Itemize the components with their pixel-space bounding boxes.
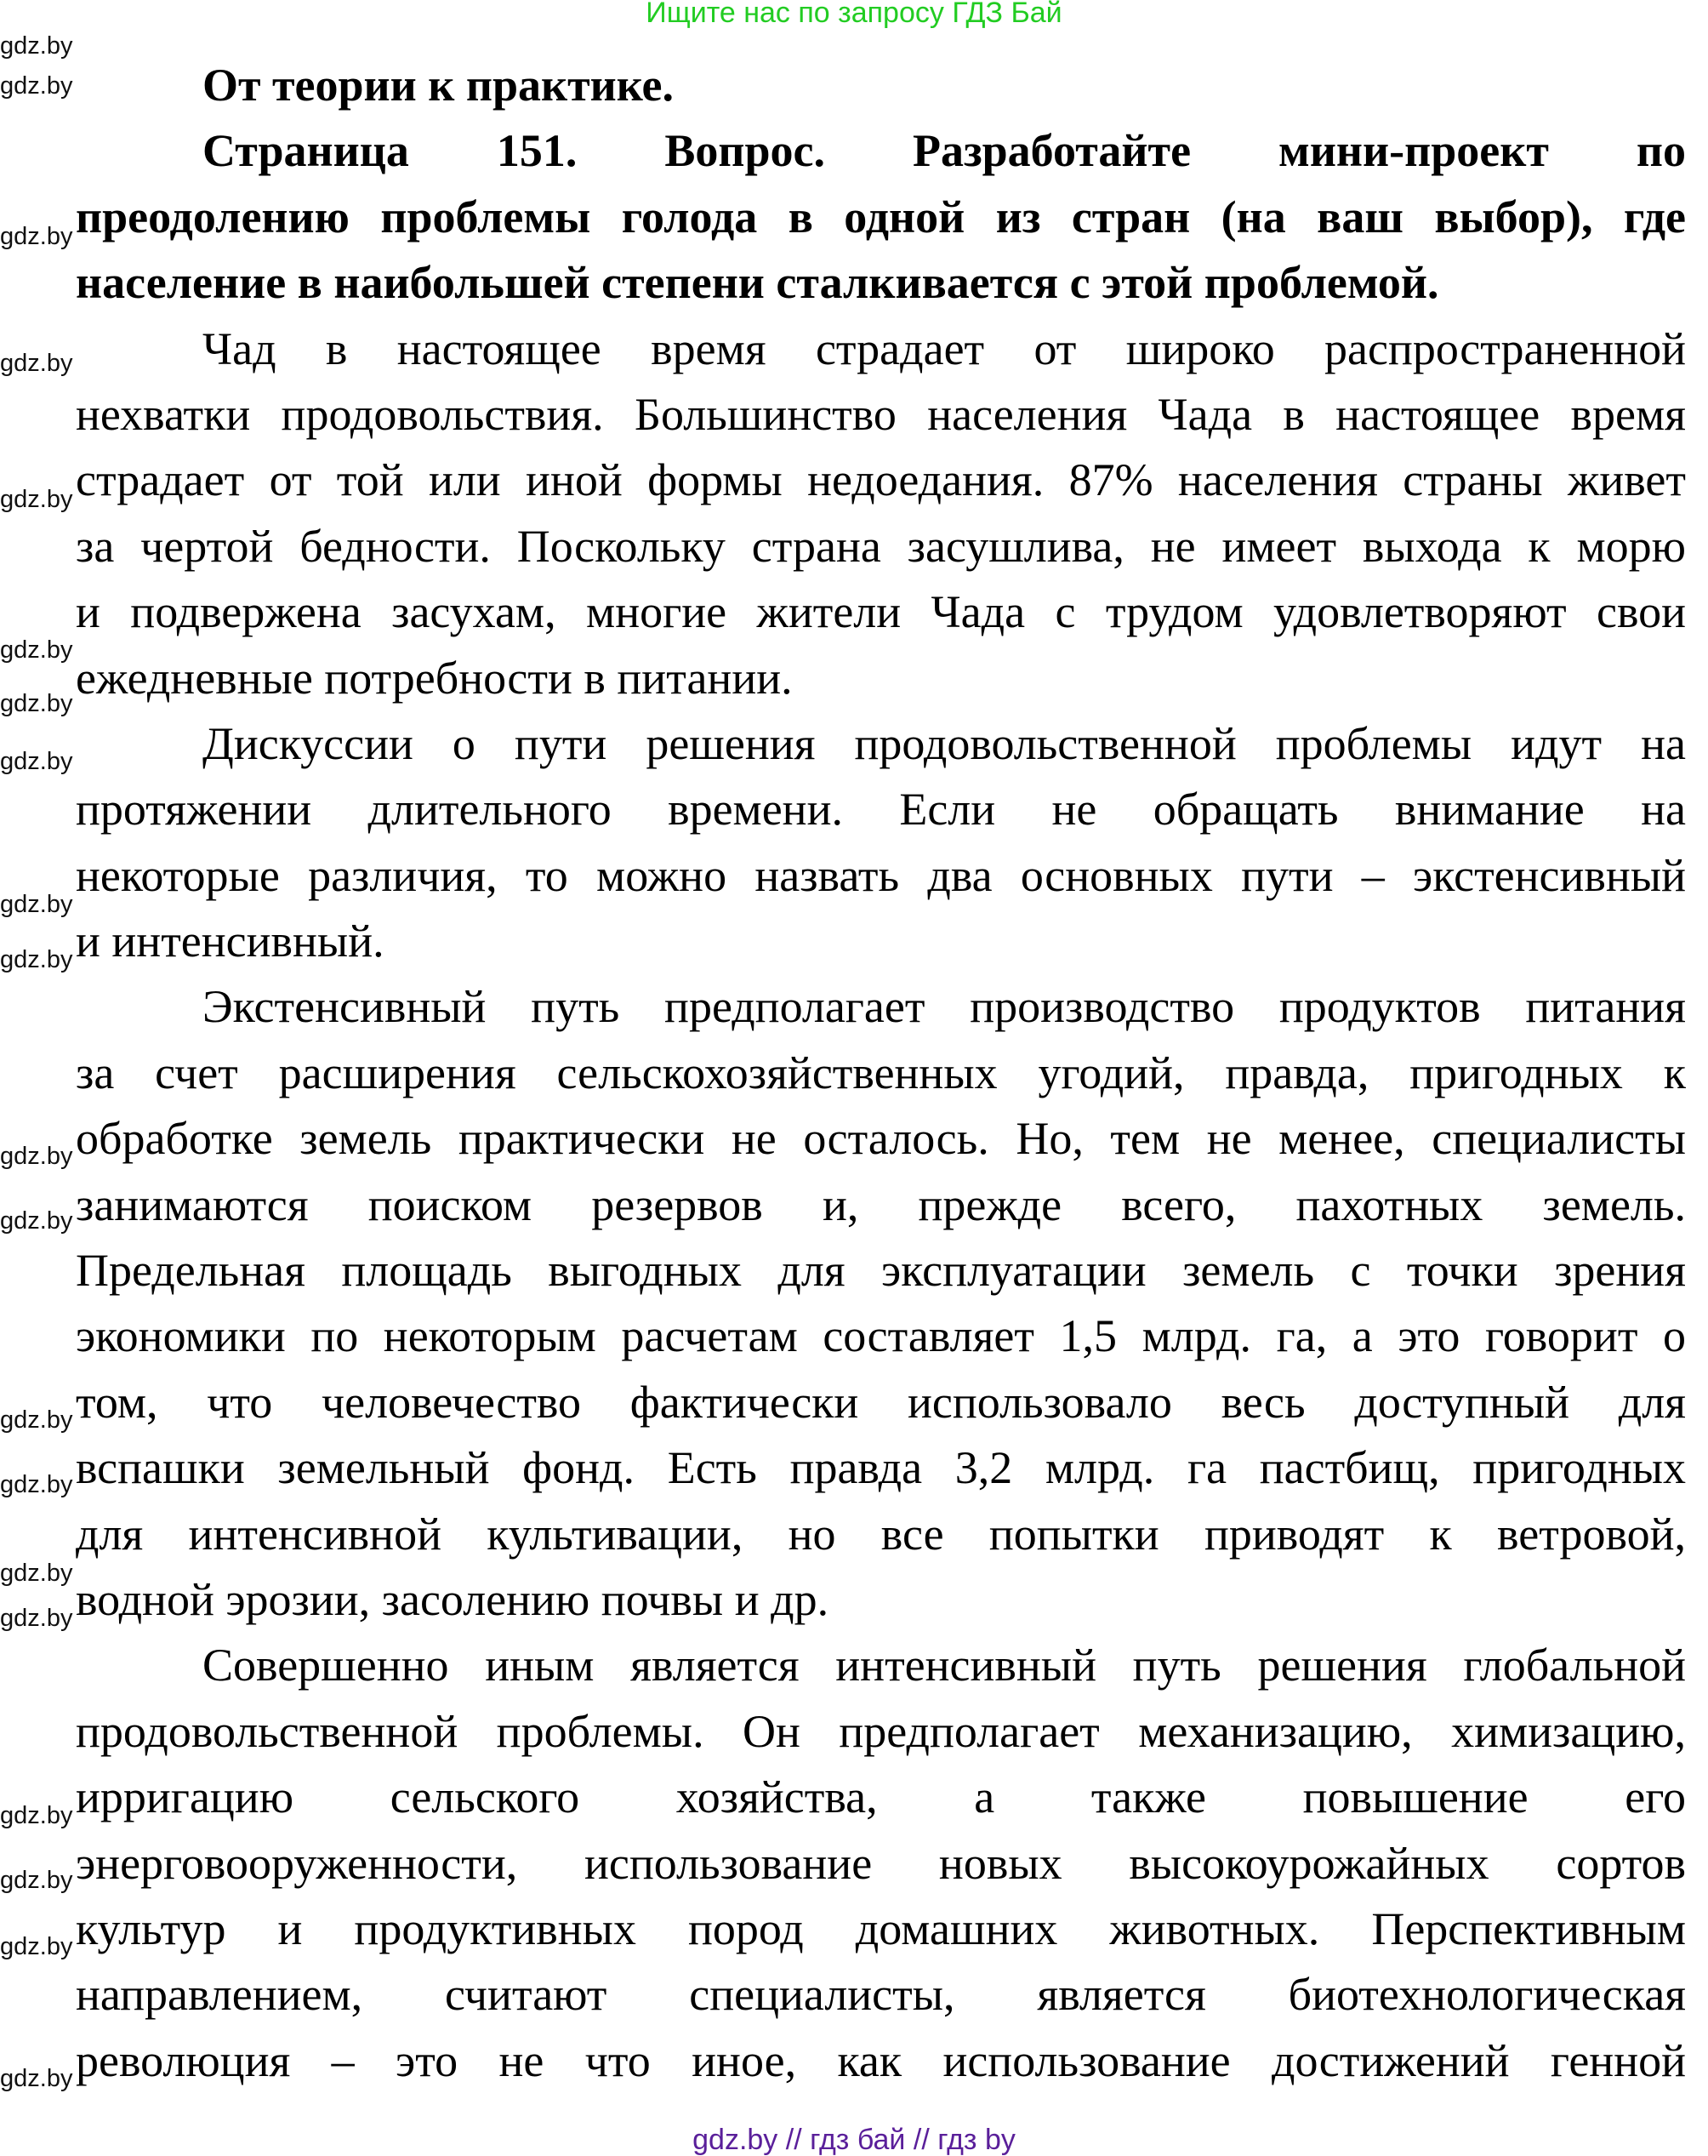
watermark-text: gdz.by <box>0 350 73 377</box>
watermark-text: gdz.by <box>0 1471 73 1498</box>
text-line: и интенсивный. <box>76 915 384 967</box>
text-line: протяжении длительного времени. Если не обращать внимание на <box>76 784 1686 836</box>
watermark-text: gdz.by <box>0 1605 73 1632</box>
text-line: некоторые различия, то можно назвать два основных пути – экстенсивный <box>76 849 1686 901</box>
text-line: вспашки земельный фонд. Есть правда 3,2 млрд. га пастбищ, пригодных <box>76 1442 1686 1494</box>
text-line: Экстенсивный путь предполагает производство продуктов питания <box>202 981 1686 1033</box>
text-line: страдает от той или иной формы недоедания. 87% населения страны живет <box>76 454 1686 506</box>
watermark-text: gdz.by <box>0 1207 73 1235</box>
watermark-text: gdz.by <box>0 1802 73 1829</box>
text-line: экономики по некоторым расчетам составляет 1,5 млрд. га, а это говорит о <box>76 1310 1686 1362</box>
text-line: за счет расширения сельскохозяйственных угодий, правда, пригодных к <box>76 1047 1686 1098</box>
watermark-text: gdz.by <box>0 1143 73 1170</box>
watermark-text: gdz.by <box>0 32 73 60</box>
text-line: занимаются поиском резервов и, прежде всего, пахотных земель. <box>76 1178 1686 1230</box>
text-line: нехватки продовольствия. Большинство населения Чада в настоящее время <box>76 388 1686 440</box>
text-line: направлением, считают специалисты, является биотехнологическая <box>76 1969 1686 2021</box>
watermark-text: gdz.by <box>0 891 73 918</box>
paragraph <box>76 317 1686 711</box>
text-line: Дискуссии о пути решения продовольственной проблемы идут на <box>202 717 1686 769</box>
text-line: Страница 151. Вопрос. Разработайте мини-проект по <box>202 125 1686 177</box>
paragraph <box>76 1633 1686 2094</box>
text-line: ирригацию сельского хозяйства, а также повышение его <box>76 1771 1686 1823</box>
footer-links[interactable]: gdz.by // гдз бай // гдз by <box>692 2124 1016 2156</box>
document-body <box>76 53 1686 2094</box>
watermark-text: gdz.by <box>0 1933 73 1960</box>
watermark-text: gdz.by <box>0 486 73 513</box>
question-heading <box>76 118 1686 316</box>
text-line: обработке земель практически не осталось. Но, тем не менее, специалисты <box>76 1113 1686 1165</box>
text-line: ежедневные потребности в питании. <box>76 652 793 704</box>
text-line: культур и продуктивных пород домашних животных. Перспективным <box>76 1902 1686 1954</box>
watermark-text: gdz.by <box>0 946 73 973</box>
paragraph <box>76 711 1686 975</box>
search-banner[interactable]: Ищите нас по запросу ГДЗ Бай <box>646 0 1062 29</box>
text-line: преодолению проблемы голода в одной из стран (на ваш выбор), где <box>76 191 1686 242</box>
watermark-text: gdz.by <box>0 1560 73 1587</box>
watermark-text: gdz.by <box>0 223 73 250</box>
watermark-text: gdz.by <box>0 1406 73 1434</box>
text-line: том, что человечество фактически использовало весь доступный для <box>76 1376 1686 1428</box>
watermark-text: gdz.by <box>0 2065 73 2092</box>
text-line: население в наибольшей степени сталкивается с этой проблемой. <box>76 257 1439 309</box>
watermark-text: gdz.by <box>0 690 73 717</box>
text-line: энерговооруженности, использование новых высокоурожайных сортов <box>76 1837 1686 1889</box>
text-line: за чертой бедности. Поскольку страна засушлива, не имеет выхода к морю <box>76 520 1686 572</box>
text-line: продовольственной проблемы. Он предполагает механизацию, химизацию, <box>76 1705 1686 1757</box>
watermark-text: gdz.by <box>0 1867 73 1894</box>
text-line: От теории к практике. <box>202 60 675 111</box>
section-title <box>76 53 1686 118</box>
text-line: Предельная площадь выгодных для эксплуатации земель с точки зрения <box>76 1245 1686 1297</box>
paragraph <box>76 974 1686 1633</box>
text-line: водной эрозии, засолению почвы и др. <box>76 1573 829 1625</box>
text-line: и подвержена засухам, многие жители Чада с трудом удовлетворяют свои <box>76 586 1686 638</box>
text-line: революция – это не что иное, как использование достижений генной <box>76 2034 1686 2086</box>
text-line: для интенсивной культивации, но все попытки приводят к ветровой, <box>76 1508 1686 1560</box>
text-line: Чад в настоящее время страдает от широко распространенной <box>202 322 1686 374</box>
watermark-text: gdz.by <box>0 636 73 664</box>
watermark-text: gdz.by <box>0 748 73 775</box>
text-line: Совершенно иным является интенсивный путь решения глобальной <box>202 1640 1686 1691</box>
watermark-text: gdz.by <box>0 72 73 100</box>
